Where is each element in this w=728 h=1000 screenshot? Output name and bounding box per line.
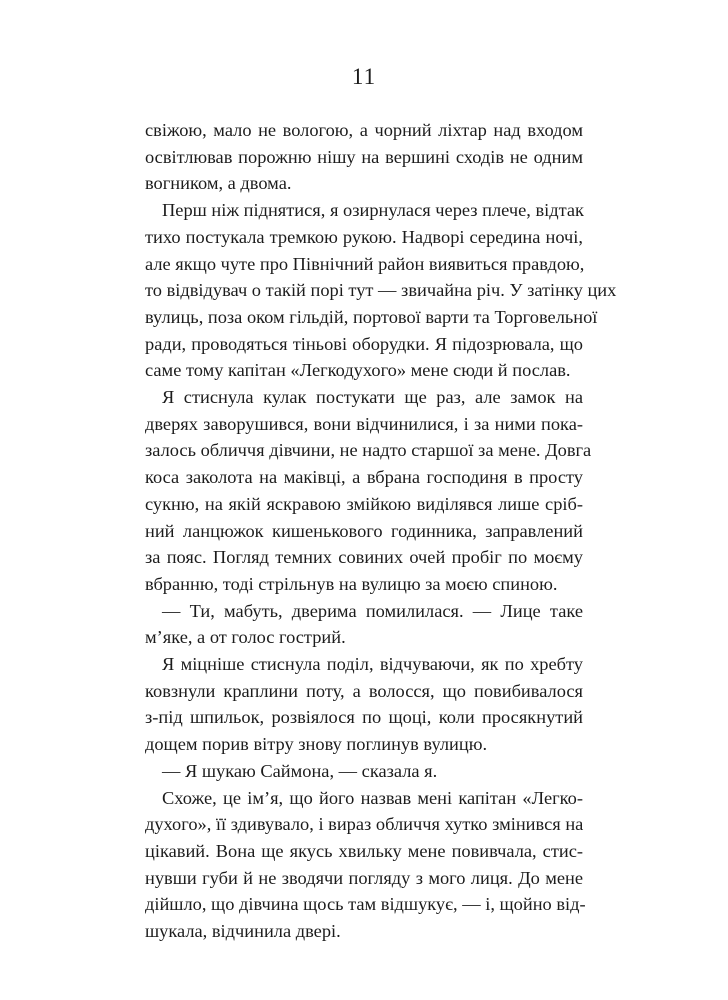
text-line: Я стиснула кулак постукати ще раз, але замок на — [162, 387, 583, 408]
text-line: ковзнули краплини поту, а волосся, що повибивалося — [145, 680, 583, 701]
text-line: коса заколота на маківці, а вбрана господиня в просту — [145, 467, 583, 488]
paragraph — [145, 197, 617, 384]
text-line: ради, проводяться тіньові оборудки. Я підозрювала, що — [145, 333, 583, 354]
text-line: вбранню, тоді стрільнув на вулицю за моєю спиною. — [145, 573, 558, 594]
text-line: м’яке, а от голос гострий. — [145, 627, 346, 648]
text-line: свіжою, мало не вологою, а чорний ліхтар над входом — [145, 120, 583, 140]
text-line: саме тому капітан «Легкодухого» мене сюди й послав. — [145, 360, 571, 381]
text-line: вогником, а двома. — [145, 173, 292, 194]
paragraph — [145, 384, 592, 598]
text-line: цікавий. Вона ще якусь хвильку мене повивчала, стис- — [145, 840, 583, 861]
body-text — [145, 117, 617, 945]
text-line: Я міцніше стиснула поділ, відчуваючи, як по хребту — [162, 654, 583, 675]
text-line: ний ланцюжок кишенькового годинника, заправлений — [145, 520, 583, 541]
text-line: шукала, відчинила двері. — [145, 921, 341, 942]
text-line: дощем порив вітру знову поглинув вулицю. — [145, 734, 488, 755]
text-line: дійшло, що дівчина щось там відшукує, — і, щойно від- — [145, 894, 586, 915]
text-line: залось обличчя дівчини, не надто старшої за мене. Довга — [145, 440, 592, 461]
text-line: Схоже, це ім’я, що його назвав мені капітан «Легко- — [162, 787, 583, 808]
paragraph — [145, 758, 583, 785]
text-line: освітлював порожню нішу на вершині сходів не одним — [145, 146, 583, 167]
paragraph — [145, 598, 583, 651]
text-line: тихо постукала тремкою рукою. Надворі середина ночі, — [145, 226, 583, 247]
text-line: але якщо чуте про Північний район виявиться правдою, — [145, 253, 585, 274]
paragraph — [145, 117, 583, 197]
paragraph — [145, 785, 586, 945]
text-line: сукню, на якій яскравою змійкою виділявся лише сріб- — [145, 493, 583, 514]
text-line: Перш ніж піднятися, я озирнулася через плече, відтак — [162, 200, 584, 221]
text-line: вулиць, поза оком гільдій, портової варти та Торговельної — [145, 306, 598, 327]
text-line: дверях заворушився, вони відчинилися, і за ними пока- — [145, 413, 583, 434]
text-line: то відвідувач о такій порі тут — звичайна річ. У затінку цих — [145, 280, 617, 301]
text-line: духого», її здивувало, і вираз обличчя хутко змінився на — [145, 814, 584, 835]
text-line: — Ти, мабуть, дверима помилилася. — Лице таке — [162, 600, 583, 621]
page-number: 11 — [351, 64, 377, 89]
text-line: за пояс. Погляд темних совиних очей пробіг по моєму — [145, 547, 583, 568]
text-line: з-під шпильок, розвіялося по щоці, коли просякнутий — [145, 707, 583, 728]
paragraph — [145, 651, 583, 758]
text-line: нувши губи й не зводячи погляду з мого лиця. До мене — [145, 867, 583, 888]
text-line: — Я шукаю Саймона, — сказала я. — [162, 760, 438, 781]
